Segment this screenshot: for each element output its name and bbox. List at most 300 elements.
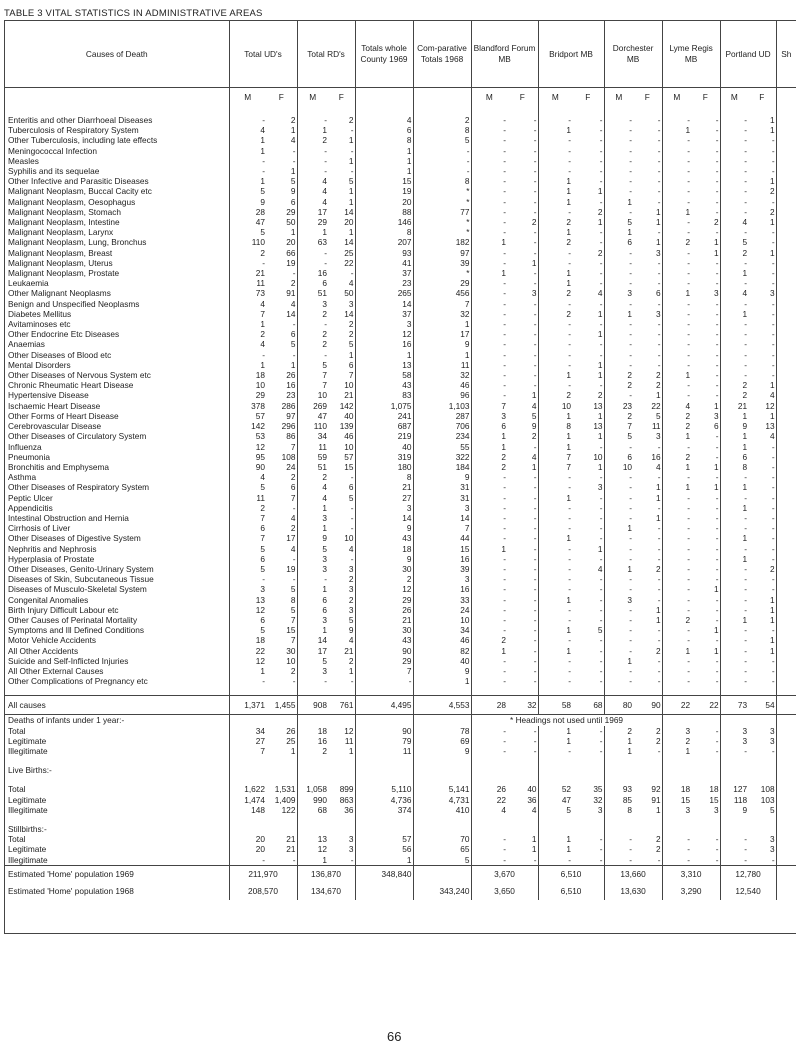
edge-cell: [776, 795, 796, 805]
cell-value: 5: [531, 410, 537, 421]
cell-value: 1: [297, 625, 328, 635]
cell-value: 1: [471, 442, 507, 452]
cell-value: -: [350, 854, 354, 865]
cell-value: -: [662, 855, 691, 866]
row-label: Malignant Neoplasm, Uterus: [8, 257, 113, 268]
blank-cell: [776, 824, 796, 834]
cell-value: -: [657, 125, 661, 136]
cell-value: 29: [286, 206, 296, 217]
blank-cell: [355, 815, 413, 824]
blank-cell: [604, 815, 633, 824]
row-label: Malignant Neoplasm, Buccal Cacity etc: [8, 186, 152, 197]
cell-value: -: [471, 482, 507, 492]
cell-value: 29: [355, 595, 413, 605]
edge-cell: [776, 605, 796, 615]
blank-cell: [229, 715, 266, 726]
row-label: Diseases of Skin, Subcutaneous Tissue: [8, 574, 154, 585]
cell-value: 20: [229, 834, 266, 844]
cell-value: 12: [355, 329, 413, 339]
cell-value: -: [771, 359, 775, 370]
cell-value: 1,455: [266, 696, 297, 715]
blank-cell: [471, 756, 507, 765]
blank-cell: [538, 824, 572, 834]
cell-value: -: [662, 574, 691, 584]
cell-value: 25: [286, 735, 296, 746]
cell-value: -: [599, 665, 603, 676]
cell-value: -: [662, 350, 691, 360]
cell-value: 33: [413, 595, 471, 605]
cell-value: 3: [662, 805, 691, 815]
cell-value: 1: [713, 461, 719, 472]
blank-cell: [297, 765, 328, 775]
cell-value: -: [471, 339, 507, 349]
blank-cell: [720, 775, 748, 784]
cell-value: -: [604, 339, 633, 349]
cell-value: 1: [720, 431, 748, 441]
cell-value: -: [662, 442, 691, 452]
row-label: Congenital Anomalies: [8, 594, 89, 605]
cell-value: -: [471, 319, 507, 329]
cell-value: 8: [413, 125, 471, 135]
edge-cell: [776, 176, 796, 186]
cell-value: -: [657, 186, 661, 197]
cell-value: 1: [531, 461, 537, 472]
cell-value: -: [471, 726, 507, 736]
cell-value: -: [720, 605, 748, 615]
cell-value: 17: [297, 646, 328, 656]
cell-value: 4: [229, 472, 266, 482]
cell-value: -: [471, 844, 507, 854]
cell-value: -: [662, 248, 691, 258]
population-blandford: 3,670: [471, 865, 538, 883]
cell-value: -: [662, 135, 691, 145]
blank-cell: [604, 106, 633, 115]
cell-value: 18: [355, 544, 413, 554]
cell-value: 1: [538, 646, 572, 656]
cell-value: -: [599, 502, 603, 513]
cell-value: 16: [297, 268, 328, 278]
cell-value: 22: [229, 646, 266, 656]
cell-value: -: [538, 299, 572, 309]
cell-value: -: [771, 854, 775, 865]
row-label: Other Diseases, Genito-Urinary System: [8, 563, 154, 574]
cell-value: 1: [769, 115, 775, 125]
cell-value: -: [471, 533, 507, 543]
cell-value: 2: [531, 431, 537, 442]
cell-value: -: [662, 156, 691, 166]
cell-value: 139: [339, 421, 354, 432]
cell-value: -: [599, 512, 603, 523]
cell-value: -: [715, 604, 719, 615]
cell-value: -: [292, 155, 296, 166]
cell-value: 97: [286, 410, 296, 421]
cell-value: 1: [662, 462, 691, 472]
cell-value: 44: [413, 533, 471, 543]
cell-value: -: [771, 625, 775, 636]
cell-value: 1: [538, 125, 572, 135]
blank-cell: [266, 815, 297, 824]
blank-cell: [355, 775, 413, 784]
blank-cell: [266, 715, 297, 726]
cell-value: 16: [297, 736, 328, 746]
cell-value: 3: [604, 595, 633, 605]
edge-cell: [776, 401, 796, 411]
population-blandford: 3,650: [471, 883, 538, 900]
blank-cell: [328, 765, 355, 775]
cell-value: 1: [655, 217, 661, 228]
cell-value: -: [599, 553, 603, 564]
section-heading: Stillbirths:-: [8, 824, 47, 834]
cell-value: 1: [769, 217, 775, 228]
blank-cell: [572, 824, 604, 834]
edge-cell: [776, 533, 796, 543]
cell-value: -: [599, 645, 603, 656]
cell-value: 5: [769, 804, 775, 815]
cell-value: 22: [651, 400, 661, 411]
cell-value: -: [604, 605, 633, 615]
cell-value: 93: [604, 784, 633, 794]
edge-cell: [776, 421, 796, 431]
cell-value: 29: [297, 217, 328, 227]
blank-cell: [538, 686, 572, 696]
blank-cell: [662, 824, 691, 834]
cell-value: 269: [297, 401, 328, 411]
row-label: Other Diseases of Circulatory System: [8, 431, 147, 442]
cell-value: -: [471, 595, 507, 605]
cell-value: 1: [413, 676, 471, 686]
cell-value: 15: [709, 794, 719, 805]
cell-value: -: [662, 844, 691, 854]
edge-cell: [776, 452, 796, 462]
blank-cell: [355, 715, 413, 726]
cell-value: 4: [348, 543, 354, 554]
cell-value: 26: [286, 370, 296, 381]
cell-value: 32: [593, 794, 603, 805]
cell-value: 43: [355, 380, 413, 390]
cause-row: [5, 411, 796, 421]
cell-value: 4,495: [355, 696, 413, 715]
cell-value: -: [350, 472, 354, 483]
header-spacer: [776, 88, 796, 107]
cell-value: -: [720, 186, 748, 196]
cell-value: -: [533, 359, 537, 370]
all-causes-row: [5, 696, 796, 715]
cell-value: -: [715, 553, 719, 564]
cell-value: -: [350, 125, 354, 136]
edge-cell: [776, 574, 796, 584]
blank-cell: [604, 756, 633, 765]
blank-cell: [776, 686, 796, 696]
cell-value: 34: [413, 625, 471, 635]
cell-value: 4: [720, 217, 748, 227]
edge-cell: [776, 784, 796, 794]
cell-value: 146: [355, 217, 413, 227]
cell-value: 103: [760, 794, 775, 805]
cell-value: 7: [413, 523, 471, 533]
cell-value: -: [599, 176, 603, 187]
row-label: Diseases of Musculo-Skeletal System: [8, 584, 147, 595]
cell-value: 2: [297, 339, 328, 349]
edge-cell: [776, 390, 796, 400]
cell-value: -: [771, 257, 775, 268]
cell-value: -: [604, 258, 633, 268]
cell-value: 3: [713, 804, 719, 815]
blank-cell: [471, 686, 507, 696]
cell-value: -: [538, 513, 572, 523]
cell-value: 2: [655, 735, 661, 746]
cell-value: 12: [344, 725, 354, 736]
blank-cell: [748, 775, 776, 784]
cell-value: -: [297, 319, 328, 329]
cell-value: 1: [290, 125, 296, 136]
blank-cell: [572, 756, 604, 765]
cell-value: 15: [662, 795, 691, 805]
cell-value: 5: [290, 176, 296, 187]
cell-value: -: [715, 543, 719, 554]
cell-value: 7: [290, 635, 296, 646]
cell-value: 182: [413, 237, 471, 247]
cell-value: 1: [229, 146, 266, 156]
cell-value: -: [657, 523, 661, 534]
blank-cell: [229, 824, 266, 834]
cell-value: -: [771, 553, 775, 564]
cell-value: 7: [413, 299, 471, 309]
cell-value: -: [720, 227, 748, 237]
blank-cell: [413, 686, 471, 696]
cell-value: -: [771, 745, 775, 756]
blank-cell: [471, 815, 507, 824]
blank-cell: [720, 824, 748, 834]
cell-value: -: [662, 513, 691, 523]
cell-value: 2: [597, 247, 603, 258]
blank-cell: [413, 715, 471, 726]
blank-cell: [748, 824, 776, 834]
row-label: Other Diseases of Respiratory System: [8, 482, 150, 493]
cell-value: 1: [355, 855, 413, 866]
cell-value: 37: [355, 309, 413, 319]
cell-value: -: [715, 533, 719, 544]
cell-value: -: [413, 146, 471, 156]
cell-value: 30: [286, 645, 296, 656]
blank-cell: [538, 756, 572, 765]
sex-label-m: M: [720, 88, 748, 107]
cell-value: -: [533, 625, 537, 636]
cell-value: 3: [655, 431, 661, 442]
edge-cell: [776, 482, 796, 492]
cause-row: [5, 380, 796, 390]
cell-value: 16: [355, 339, 413, 349]
cell-value: -: [599, 523, 603, 534]
cell-value: -: [471, 834, 507, 844]
row-label: Other Causes of Perinatal Mortality: [8, 614, 138, 625]
section-heading: Deaths of infants under 1 year:-: [5, 715, 229, 726]
cell-value: 1: [355, 146, 413, 156]
cell-value: -: [229, 115, 266, 125]
cell-value: 7: [290, 492, 296, 503]
cell-value: *: [413, 227, 471, 237]
blank-cell: [662, 775, 691, 784]
edge-cell: [776, 523, 796, 533]
row-label: Other Diseases of Nervous System etc: [8, 370, 151, 381]
edge-cell: [776, 666, 796, 676]
cell-value: 1: [597, 217, 603, 228]
row-label: Chronic Rheumatic Heart Disease: [8, 380, 134, 391]
live-births-row: [5, 795, 796, 805]
cell-value: 5: [290, 584, 296, 595]
blank-cell: [297, 815, 328, 824]
cell-value: 1: [297, 125, 328, 135]
cell-value: -: [538, 584, 572, 594]
cell-value: -: [604, 646, 633, 656]
blank-cell: [720, 715, 748, 726]
cell-value: -: [715, 655, 719, 666]
cell-value: 1: [471, 544, 507, 554]
cell-value: -: [604, 666, 633, 676]
cause-row: [5, 288, 796, 298]
blank-cell: [748, 106, 776, 115]
cell-value: 3: [597, 482, 603, 493]
cell-value: -: [715, 441, 719, 452]
cell-value: 23: [355, 278, 413, 288]
cell-value: 46: [413, 635, 471, 645]
cell-value: 4: [297, 176, 328, 186]
cell-value: 7: [229, 533, 266, 543]
edge-cell: [776, 646, 796, 656]
cell-value: -: [538, 523, 572, 533]
sex-label-f: F: [633, 88, 662, 107]
sex-label-f: F: [748, 88, 776, 107]
cell-value: 6: [229, 615, 266, 625]
row-label: Other Tuberculosis, including late effects: [8, 135, 158, 146]
cell-value: -: [720, 339, 748, 349]
cell-value: -: [657, 268, 661, 279]
cell-value: -: [715, 512, 719, 523]
cell-value: 30: [355, 564, 413, 574]
cell-value: 31: [413, 493, 471, 503]
cell-value: -: [771, 227, 775, 238]
cell-value: -: [599, 380, 603, 391]
header-blandford: Blandford Forum MB: [471, 21, 538, 88]
cell-value: 1: [662, 431, 691, 441]
blank-cell: [507, 775, 538, 784]
infant-deaths-heading-row: [5, 715, 796, 726]
cell-value: 39: [413, 564, 471, 574]
cell-value: -: [350, 166, 354, 177]
blank-cell: [266, 824, 297, 834]
cell-value: -: [533, 543, 537, 554]
cell-value: -: [471, 207, 507, 217]
cell-value: -: [471, 523, 507, 533]
cell-value: -: [715, 635, 719, 646]
cell-value: -: [720, 176, 748, 186]
cell-value: 65: [413, 844, 471, 854]
cell-value: 2: [290, 278, 296, 289]
row-label: Total: [8, 834, 26, 845]
cell-value: 1: [604, 227, 633, 237]
header-portland: Portland UD: [720, 21, 776, 88]
cell-value: 55: [413, 442, 471, 452]
cell-value: 13: [355, 360, 413, 370]
blank-cell: [355, 824, 413, 834]
cell-value: 20: [344, 217, 354, 228]
cell-value: -: [771, 308, 775, 319]
cell-value: 1: [720, 442, 748, 452]
cell-value: -: [771, 574, 775, 585]
cell-value: -: [715, 502, 719, 513]
blank-cell: [471, 765, 507, 775]
cell-value: -: [715, 676, 719, 687]
edge-cell: [776, 746, 796, 756]
cell-value: -: [771, 349, 775, 360]
edge-cell: [776, 268, 796, 278]
cell-value: 7: [348, 370, 354, 381]
cell-value: -: [662, 186, 691, 196]
cell-value: 1: [348, 155, 354, 166]
population-label: Estimated 'Home' population 1969: [5, 865, 229, 883]
blank-cell: [297, 715, 328, 726]
population-bridport: 6,510: [538, 865, 604, 883]
cell-value: 41: [355, 258, 413, 268]
cell-value: 1: [229, 176, 266, 186]
cell-value: 26: [471, 784, 507, 794]
header-county-1969: Totals whole County 1969: [355, 21, 413, 88]
cell-value: -: [533, 196, 537, 207]
cell-value: -: [471, 146, 507, 156]
cell-value: -: [771, 441, 775, 452]
cell-value: -: [599, 196, 603, 207]
cell-value: 12: [229, 656, 266, 666]
cell-value: -: [533, 512, 537, 523]
cell-value: -: [657, 441, 661, 452]
cell-value: -: [599, 349, 603, 360]
cell-value: -: [533, 349, 537, 360]
cell-value: 17: [297, 207, 328, 217]
cell-value: -: [604, 186, 633, 196]
cell-value: 68: [572, 696, 604, 715]
cell-value: 3: [597, 804, 603, 815]
cause-row: [5, 350, 796, 360]
cell-value: 2: [655, 380, 661, 391]
cell-value: 3: [348, 563, 354, 574]
cell-value: 22: [344, 257, 354, 268]
cell-value: 47: [297, 411, 328, 421]
cell-value: 1: [662, 370, 691, 380]
cell-value: -: [538, 360, 572, 370]
blank-cell: [538, 815, 572, 824]
cell-value: 92: [651, 784, 661, 795]
blank-cell: [662, 756, 691, 765]
cell-value: 7: [538, 452, 572, 462]
cell-value: 1: [597, 431, 603, 442]
cell-value: 22: [691, 696, 720, 715]
cell-value: -: [657, 574, 661, 585]
cell-value: 2: [471, 452, 507, 462]
cell-value: -: [771, 370, 775, 381]
cell-value: 91: [286, 288, 296, 299]
stillbirths-row: [5, 834, 796, 844]
cell-value: 34: [229, 726, 266, 736]
cell-value: -: [720, 319, 748, 329]
cell-value: -: [720, 646, 748, 656]
row-label: Peptic Ulcer: [8, 492, 53, 503]
cell-value: -: [604, 299, 633, 309]
cause-row: [5, 258, 796, 268]
cell-value: -: [538, 380, 572, 390]
cell-value: 5: [413, 135, 471, 145]
cell-value: 1: [538, 834, 572, 844]
cell-value: 70: [413, 834, 471, 844]
cell-value: 59: [297, 452, 328, 462]
